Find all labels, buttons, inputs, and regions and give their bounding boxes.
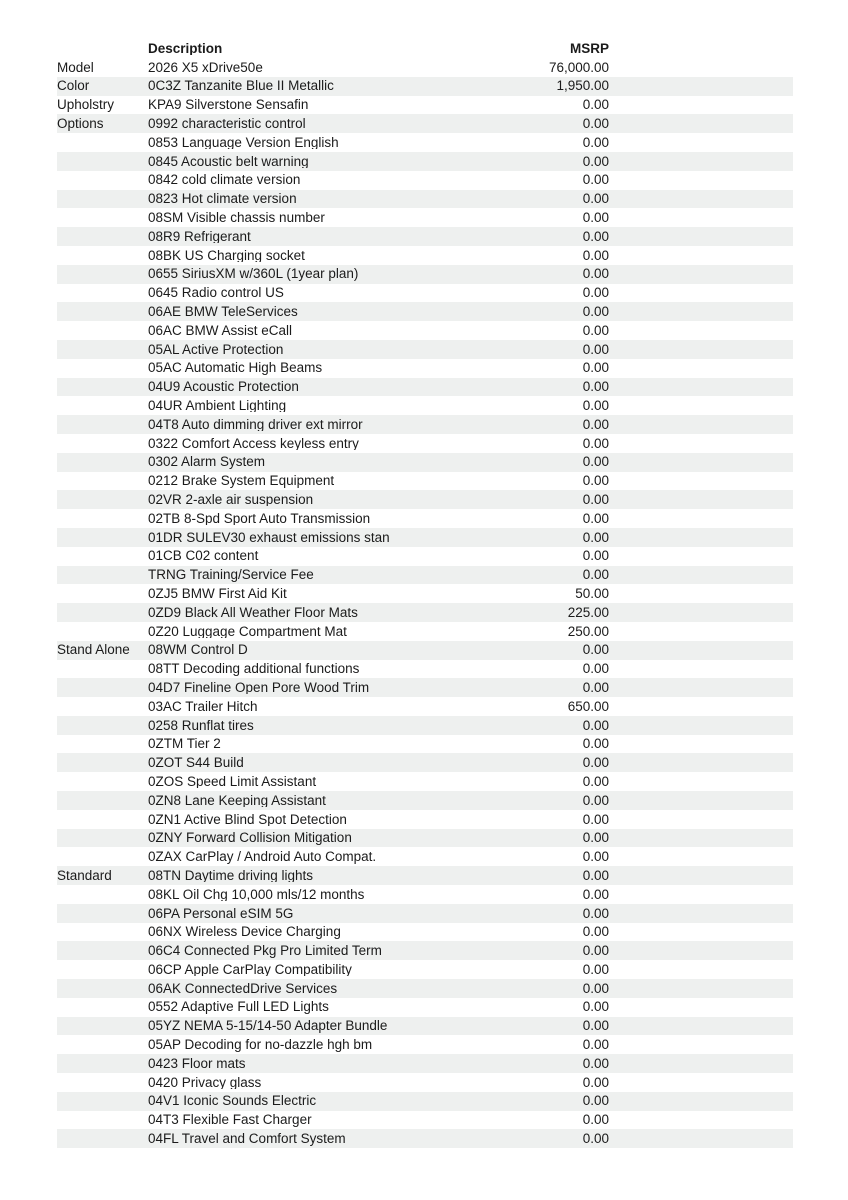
- msrp-cell: 0.00: [582, 342, 609, 357]
- table-row: [57, 152, 793, 171]
- table-row: [57, 885, 793, 904]
- msrp-cell: 0.00: [582, 850, 609, 864]
- msrp-cell: 0.00: [582, 398, 609, 413]
- msrp-cell: 0.00: [582, 286, 609, 300]
- msrp-cell: 0.00: [582, 868, 609, 883]
- msrp-cell: 0.00: [582, 774, 609, 789]
- msrp-cell: 0.00: [582, 962, 609, 977]
- msrp-cell: 0.00: [582, 211, 609, 225]
- description-cell: 06AK ConnectedDrive Services: [148, 981, 338, 996]
- msrp-cell: 0.00: [582, 831, 609, 845]
- category-cell: Stand Alone: [57, 643, 130, 657]
- table-row: [57, 622, 793, 641]
- table-body: [57, 58, 793, 1148]
- table-row: [57, 58, 793, 77]
- table-row: [57, 1073, 793, 1092]
- header-description-cell: Description: [148, 41, 223, 56]
- table-row: [57, 77, 793, 96]
- category-cell: Options: [57, 117, 104, 131]
- msrp-cell: 0.00: [582, 323, 609, 338]
- table-row: [57, 1017, 793, 1036]
- category-cell: Upholstry: [57, 98, 115, 112]
- table-row: [57, 960, 793, 979]
- table-row: [57, 660, 793, 679]
- description-cell: KPA9 Silverstone Sensafin: [148, 98, 309, 112]
- table-row: [57, 114, 793, 133]
- description-cell: 0552 Adaptive Full LED Lights: [148, 1000, 329, 1014]
- table-row: [57, 866, 793, 885]
- vehicle-order-table: [57, 39, 793, 1148]
- table-row: [57, 1092, 793, 1111]
- msrp-cell: 0.00: [582, 511, 609, 526]
- msrp-cell: 0.00: [582, 154, 609, 169]
- msrp-cell: 0.00: [582, 756, 609, 770]
- table-row: [57, 904, 793, 923]
- msrp-cell: 0.00: [582, 361, 609, 375]
- msrp-cell: 0.00: [582, 737, 609, 751]
- description-cell: 06AC BMW Assist eCall: [148, 323, 293, 338]
- table-row: [57, 1111, 793, 1130]
- description-cell: 05AP Decoding for no-dazzle hgh bm: [148, 1038, 373, 1052]
- msrp-cell: 0.00: [582, 925, 609, 939]
- category-cell: Color: [57, 79, 90, 93]
- table-header-row: [57, 39, 793, 58]
- description-cell: 0823 Hot climate version: [148, 192, 297, 206]
- table-row: [57, 641, 793, 660]
- description-cell: 04T8 Auto dimming driver ext mirror: [148, 417, 363, 432]
- msrp-cell: 225.00: [567, 605, 609, 620]
- description-cell: 04V1 Iconic Sounds Electric: [148, 1094, 317, 1108]
- description-cell: 04U9 Acoustic Protection: [148, 380, 299, 394]
- description-cell: 06CP Apple CarPlay Compatibility: [148, 962, 352, 977]
- table-row: [57, 190, 793, 209]
- description-cell: 04UR Ambient Lighting: [148, 398, 287, 413]
- description-cell: 05YZ NEMA 5-15/14-50 Adapter Bundle: [148, 1019, 388, 1033]
- msrp-cell: 0.00: [582, 643, 609, 657]
- description-cell: 08WM Control D: [148, 643, 248, 657]
- msrp-cell: 0.00: [582, 1075, 609, 1090]
- table-row: [57, 547, 793, 566]
- description-cell: 02VR 2-axle air suspension: [148, 492, 314, 507]
- msrp-cell: 0.00: [582, 380, 609, 394]
- description-cell: 0845 Acoustic belt warning: [148, 154, 309, 169]
- msrp-cell: 0.00: [582, 1113, 609, 1127]
- description-cell: 0420 Privacy glass: [148, 1075, 262, 1090]
- table-row: [57, 453, 793, 472]
- msrp-cell: 0.00: [582, 1019, 609, 1033]
- msrp-cell: 0.00: [582, 474, 609, 488]
- description-cell: 08BK US Charging socket: [148, 248, 305, 263]
- description-cell: 0ZOT S44 Build: [148, 756, 244, 770]
- msrp-cell: 0.00: [582, 436, 609, 451]
- description-cell: 08R9 Refrigerant: [148, 229, 251, 244]
- msrp-cell: 0.00: [582, 135, 609, 150]
- msrp-cell: 0.00: [582, 173, 609, 187]
- table-row: [57, 566, 793, 585]
- description-cell: 0ZAX CarPlay / Android Auto Compat.: [148, 850, 377, 864]
- table-row: [57, 979, 793, 998]
- table-row: [57, 472, 793, 491]
- description-cell: 0ZNY Forward Collision Mitigation: [148, 831, 352, 845]
- table-row: [57, 208, 793, 227]
- description-cell: 03AC Trailer Hitch: [148, 699, 258, 714]
- msrp-cell: 0.00: [582, 1132, 609, 1146]
- description-cell: 05AC Automatic High Beams: [148, 361, 323, 375]
- table-row: [57, 434, 793, 453]
- msrp-cell: 0.00: [582, 812, 609, 827]
- description-cell: 0ZOS Speed Limit Assistant: [148, 774, 317, 789]
- table-row: [57, 735, 793, 754]
- table-row: [57, 265, 793, 284]
- description-cell: 0423 Floor mats: [148, 1056, 246, 1071]
- table-row: [57, 810, 793, 829]
- msrp-cell: 0.00: [582, 887, 609, 902]
- table-row: [57, 509, 793, 528]
- msrp-cell: 0.00: [582, 906, 609, 920]
- msrp-cell: 0.00: [582, 680, 609, 695]
- table-row: [57, 584, 793, 603]
- description-cell: 08KL Oil Chg 10,000 mls/12 months: [148, 887, 365, 902]
- table-row: [57, 359, 793, 378]
- msrp-cell: 0.00: [582, 793, 609, 808]
- category-cell: Standard: [57, 868, 112, 883]
- msrp-cell: 0.00: [582, 944, 609, 958]
- msrp-cell: 0.00: [582, 305, 609, 319]
- msrp-cell: 0.00: [582, 98, 609, 112]
- msrp-cell: 0.00: [582, 117, 609, 131]
- description-cell: 0ZTM Tier 2: [148, 737, 221, 751]
- table-row: [57, 1054, 793, 1073]
- msrp-cell: 0.00: [582, 718, 609, 733]
- description-cell: 0302 Alarm System: [148, 455, 266, 469]
- table-row: [57, 678, 793, 697]
- table-row: [57, 321, 793, 340]
- msrp-cell: 50.00: [575, 586, 609, 601]
- description-cell: 0ZN1 Active Blind Spot Detection: [148, 812, 347, 827]
- description-cell: 04T3 Flexible Fast Charger: [148, 1113, 312, 1127]
- table-row: [57, 829, 793, 848]
- msrp-cell: 0.00: [582, 568, 609, 582]
- description-cell: 02TB 8-Spd Sport Auto Transmission: [148, 511, 371, 526]
- description-cell: 08TN Daytime driving lights: [148, 868, 314, 883]
- description-cell: 04FL Travel and Comfort System: [148, 1132, 346, 1146]
- table-row: [57, 1129, 793, 1148]
- description-cell: 04D7 Fineline Open Pore Wood Trim: [148, 680, 370, 695]
- msrp-cell: 250.00: [567, 624, 609, 639]
- table-row: [57, 171, 793, 190]
- description-cell: 0Z20 Luggage Compartment Mat: [148, 624, 347, 639]
- description-cell: 0258 Runflat tires: [148, 718, 254, 733]
- table-row: [57, 133, 793, 152]
- table-row: [57, 603, 793, 622]
- msrp-cell: 0.00: [582, 492, 609, 507]
- description-cell: 06AE BMW TeleServices: [148, 305, 298, 319]
- description-cell: 06NX Wireless Device Charging: [148, 925, 341, 939]
- msrp-cell: 0.00: [582, 417, 609, 432]
- table-row: [57, 1035, 793, 1054]
- description-cell: 0C3Z Tanzanite Blue II Metallic: [148, 79, 334, 93]
- table-row: [57, 697, 793, 716]
- header-msrp-cell: MSRP: [569, 41, 609, 56]
- table-row: [57, 772, 793, 791]
- msrp-cell: 0.00: [582, 267, 609, 281]
- msrp-cell: 0.00: [582, 662, 609, 676]
- msrp-cell: 0.00: [582, 1094, 609, 1108]
- table-row: [57, 716, 793, 735]
- table-row: [57, 96, 793, 115]
- table-row: [57, 791, 793, 810]
- table-row: [57, 415, 793, 434]
- table-row: [57, 340, 793, 359]
- table-row: [57, 753, 793, 772]
- table-row: [57, 246, 793, 265]
- table-row: [57, 528, 793, 547]
- table-row: [57, 302, 793, 321]
- msrp-cell: 0.00: [582, 192, 609, 206]
- description-cell: TRNG Training/Service Fee: [148, 568, 314, 582]
- msrp-cell: 0.00: [582, 530, 609, 545]
- msrp-cell: 0.00: [582, 1056, 609, 1071]
- category-cell: Model: [57, 60, 94, 75]
- table-row: [57, 227, 793, 246]
- description-cell: 01CB C02 content: [148, 549, 259, 563]
- msrp-cell: 76,000.00: [548, 60, 609, 75]
- description-cell: 08SM Visible chassis number: [148, 211, 325, 225]
- table-row: [57, 941, 793, 960]
- description-cell: 0992 characteristic control: [148, 117, 306, 131]
- table-row: [57, 490, 793, 509]
- msrp-cell: 0.00: [582, 981, 609, 996]
- description-cell: 0645 Radio control US: [148, 286, 284, 300]
- description-cell: 06PA Personal eSIM 5G: [148, 906, 294, 920]
- table-row: [57, 847, 793, 866]
- msrp-cell: 0.00: [582, 549, 609, 563]
- description-cell: 0ZJ5 BMW First Aid Kit: [148, 586, 287, 601]
- msrp-cell: 650.00: [567, 699, 609, 714]
- table-row: [57, 396, 793, 415]
- msrp-cell: 0.00: [582, 1038, 609, 1052]
- description-cell: 05AL Active Protection: [148, 342, 284, 357]
- description-cell: 0ZD9 Black All Weather Floor Mats: [148, 605, 358, 620]
- description-cell: 0212 Brake System Equipment: [148, 474, 335, 488]
- table-row: [57, 378, 793, 397]
- description-cell: 0853 Language Version English: [148, 135, 339, 150]
- msrp-cell: 1,950.00: [556, 79, 609, 93]
- msrp-cell: 0.00: [582, 1000, 609, 1014]
- description-cell: 0842 cold climate version: [148, 173, 301, 187]
- description-cell: 0322 Comfort Access keyless entry: [148, 436, 359, 451]
- msrp-cell: 0.00: [582, 455, 609, 469]
- msrp-cell: 0.00: [582, 229, 609, 244]
- description-cell: 0ZN8 Lane Keeping Assistant: [148, 793, 326, 808]
- table-row: [57, 284, 793, 303]
- description-cell: 06C4 Connected Pkg Pro Limited Term: [148, 944, 382, 958]
- msrp-cell: 0.00: [582, 248, 609, 263]
- description-cell: 01DR SULEV30 exhaust emissions stan: [148, 530, 390, 545]
- table-row: [57, 998, 793, 1017]
- description-cell: 08TT Decoding additional functions: [148, 662, 360, 676]
- table-row: [57, 923, 793, 942]
- description-cell: 0655 SiriusXM w/360L (1year plan): [148, 267, 359, 281]
- description-cell: 2026 X5 xDrive50e: [148, 60, 263, 75]
